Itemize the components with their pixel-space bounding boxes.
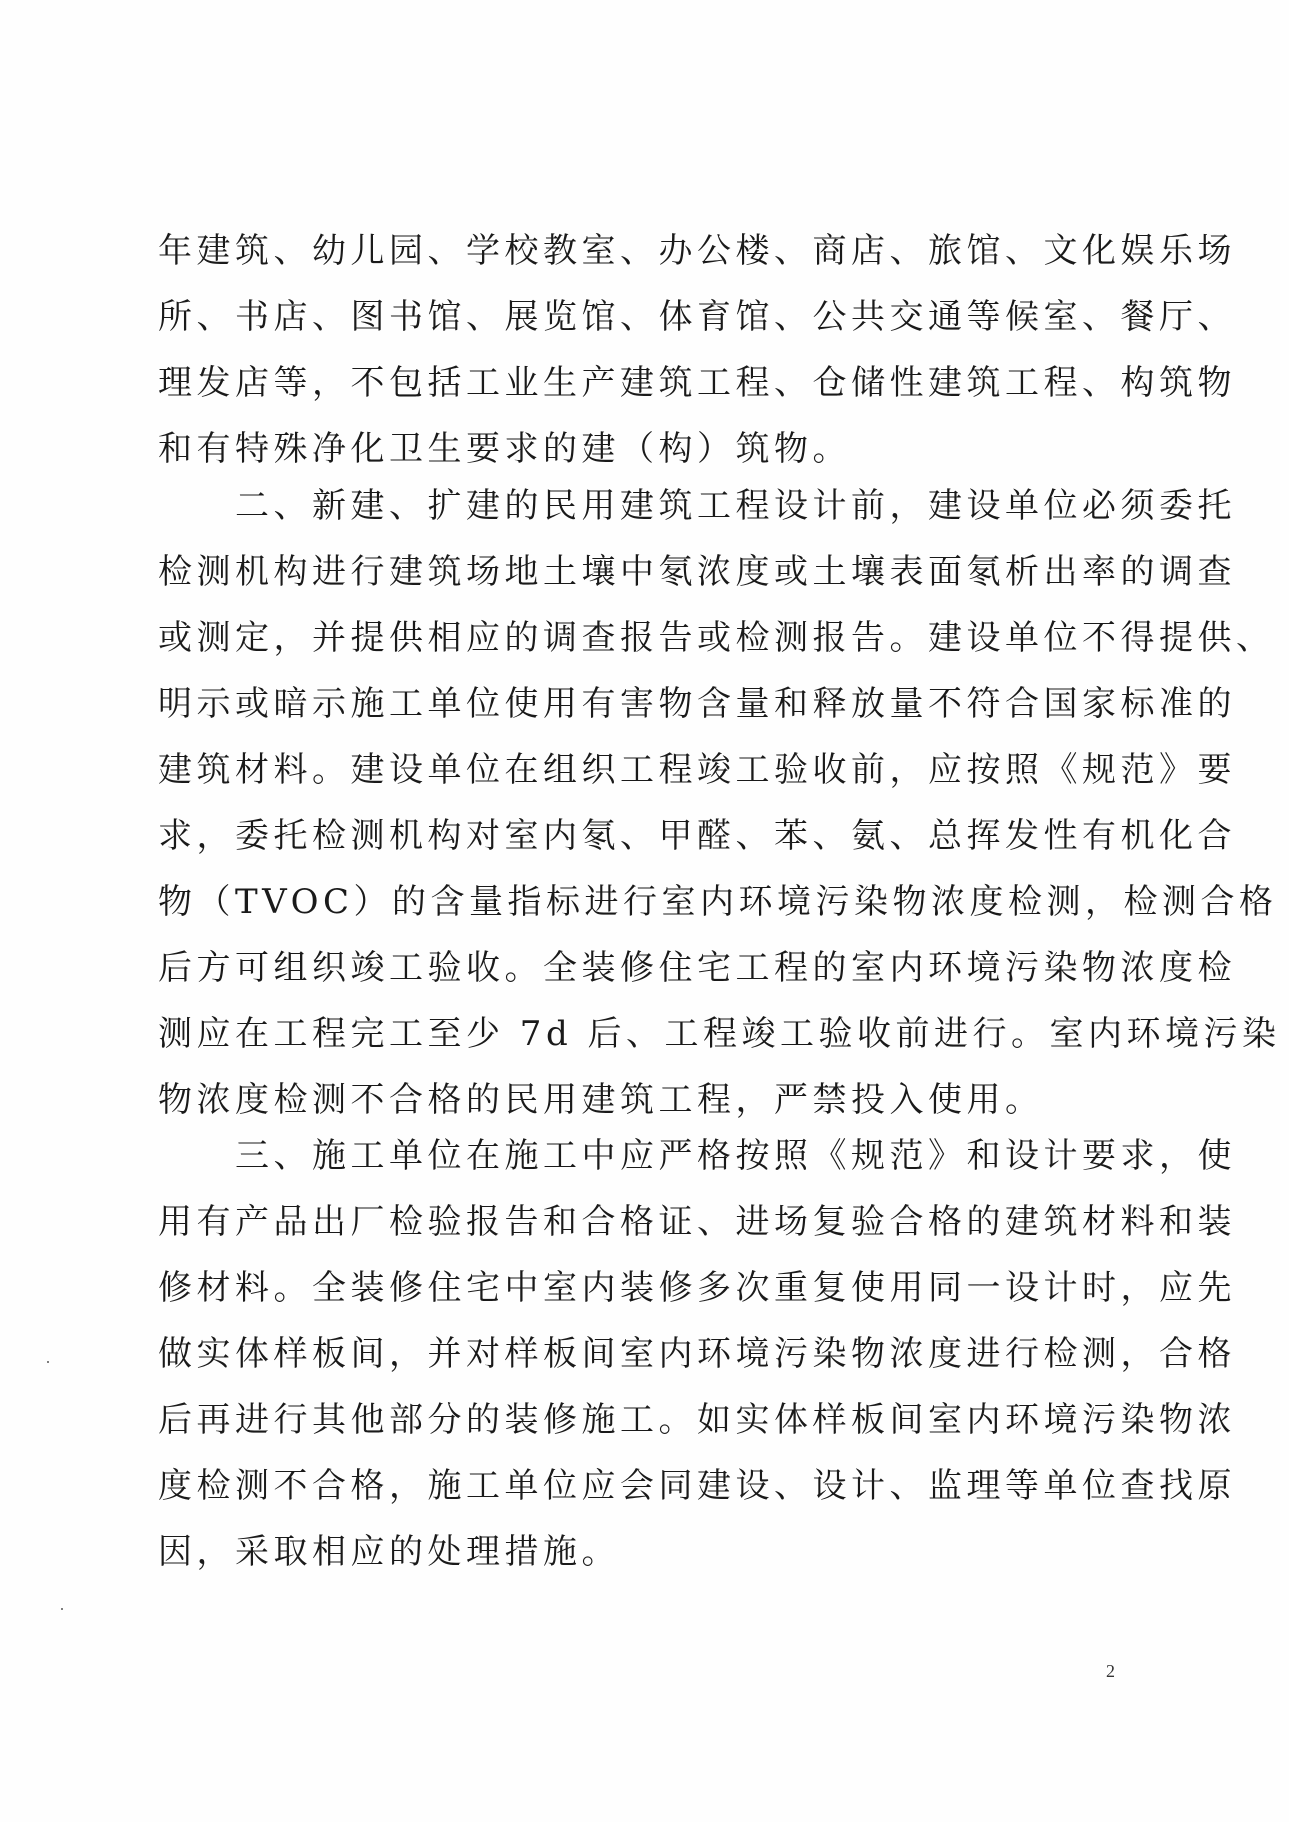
text-line: 物浓度检测不合格的民用建筑工程，严禁投入使用。 [158, 1080, 1044, 1120]
text-line: 所、书店、图书馆、展览馆、体育馆、公共交通等候室、餐厅、 [158, 297, 1236, 337]
text-line: 二、新建、扩建的民用建筑工程设计前，建设单位必须委托 [158, 486, 1236, 526]
text-line: 和有特殊净化卫生要求的建（构）筑物。 [158, 429, 851, 469]
text-line: 或测定，并提供相应的调查报告或检测报告。建设单位不得提供、 [158, 618, 1275, 658]
text-line: 检测机构进行建筑场地土壤中氡浓度或土壤表面氡析出率的调查 [158, 552, 1236, 592]
scan-speck [61, 1608, 63, 1610]
text-line: 物（TVOC）的含量指标进行室内环境污染物浓度检测，检测合格 [158, 882, 1278, 922]
text-line: 用有产品出厂检验报告和合格证、进场复验合格的建筑材料和装 [158, 1202, 1236, 1242]
text-line: 后再进行其他部分的装修施工。如实体样板间室内环境污染物浓 [158, 1400, 1236, 1440]
text-line: 度检测不合格，施工单位应会同建设、设计、监理等单位查找原 [158, 1466, 1236, 1506]
text-line: 三、施工单位在施工中应严格按照《规范》和设计要求，使 [158, 1136, 1236, 1176]
paragraph-continuation [158, 218, 1236, 482]
text-line: 建筑材料。建设单位在组织工程竣工验收前，应按照《规范》要 [158, 750, 1236, 790]
text-line: 测应在工程完工至少 7d 后、工程竣工验收前进行。室内环境污染 [158, 1014, 1281, 1054]
page-number: 2 [1106, 1661, 1115, 1681]
text-line: 做实体样板间，并对样板间室内环境污染物浓度进行检测，合格 [158, 1334, 1236, 1374]
text-line: 后方可组织竣工验收。全装修住宅工程的室内环境污染物浓度检 [158, 948, 1236, 988]
text-line: 理发店等，不包括工业生产建筑工程、仓储性建筑工程、构筑物 [158, 363, 1236, 403]
text-line: 求，委托检测机构对室内氡、甲醛、苯、氨、总挥发性有机化合 [158, 816, 1236, 856]
text-line: 年建筑、幼儿园、学校教室、办公楼、商店、旅馆、文化娱乐场 [158, 231, 1236, 271]
paragraph-section-2 [158, 473, 1281, 1133]
text-line: 因，采取相应的处理措施。 [158, 1532, 620, 1572]
paragraph-section-3 [158, 1123, 1236, 1585]
scan-speck [47, 1361, 49, 1363]
text-line: 修材料。全装修住宅中室内装修多次重复使用同一设计时，应先 [158, 1268, 1236, 1308]
text-line: 明示或暗示施工单位使用有害物含量和释放量不符合国家标准的 [158, 684, 1236, 724]
